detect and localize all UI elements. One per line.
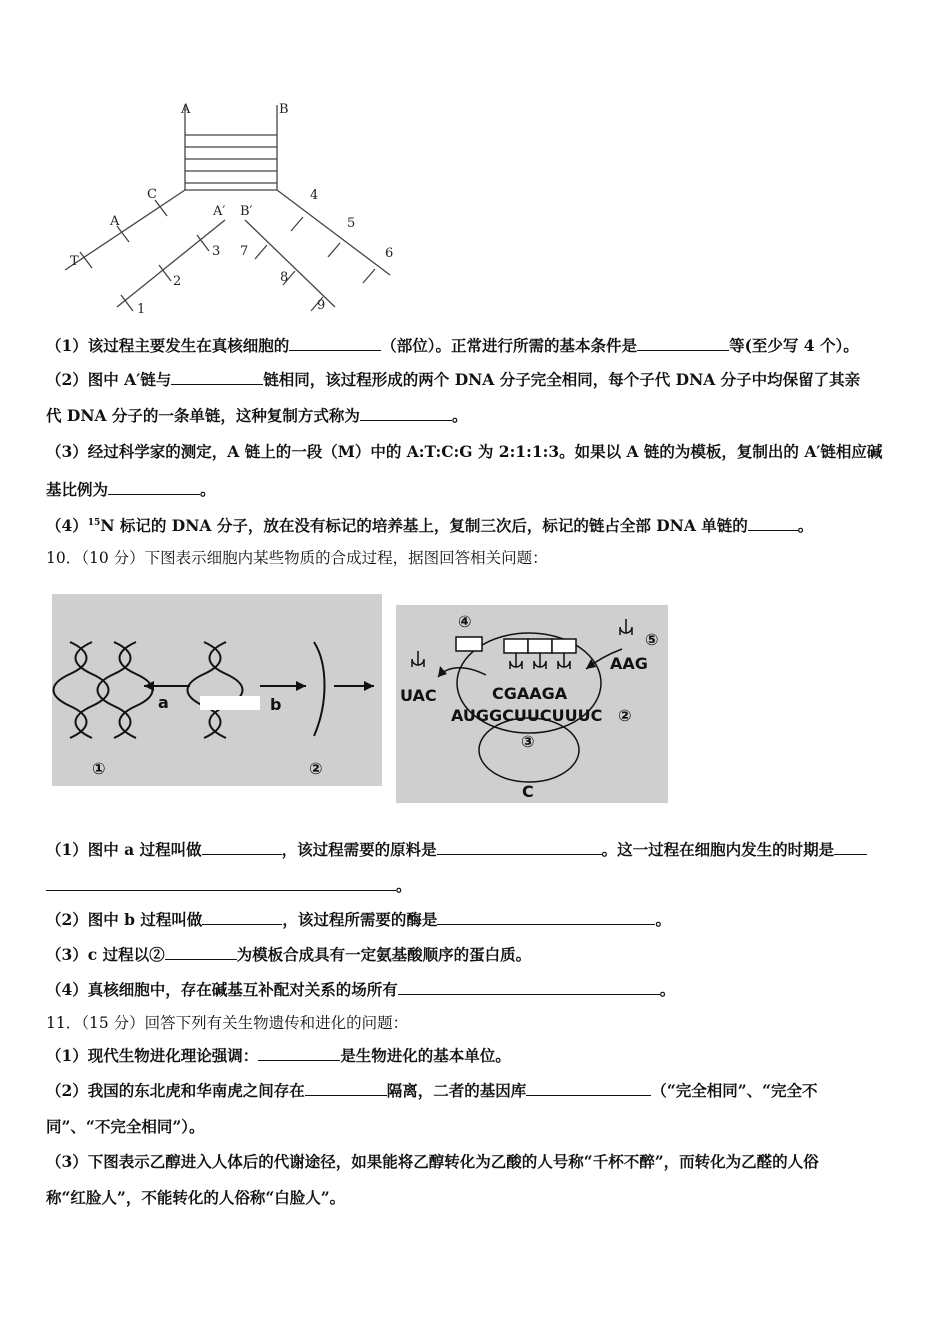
answer-blank[interactable] [637,336,729,351]
q11-part2: （2）我国的东北虎和华南虎之间存在 隔离，二者的基因库 （“完全相同”、“完全不 [46,1081,818,1100]
strand-label-a: A [181,102,191,117]
base-label: 2 [173,274,182,289]
answer-blank[interactable] [360,406,452,421]
strand-label-b-prime: B′ [240,204,253,219]
dna-replication-figure [55,95,415,325]
base-label: A [110,214,120,229]
base-label: 9 [317,298,326,313]
answer-blank[interactable] [171,370,263,385]
anticodon-right: AAG [610,654,648,673]
answer-blank[interactable] [437,840,602,855]
base-label: 5 [347,216,356,231]
q11-part2-cont: 同”、“不完全相同”）。 [46,1117,205,1136]
answer-blank[interactable] [108,480,200,495]
strand-label-a-prime: A′ [213,204,226,219]
answer-blank[interactable] [834,840,867,855]
base-label: 6 [385,246,394,261]
label-c: C [522,782,534,801]
q9-part2: （2）图中 A′链与 链相同，该过程形成的两个 DNA 分子完全相同，每个子代 DNA 分子中均保留了其亲 [46,370,861,389]
answer-blank[interactable] [398,980,660,995]
answer-blank[interactable] [748,516,798,531]
q11-part1: （1）现代生物进化理论强调： 是生物进化的基本单位。 [46,1046,511,1065]
q10-part4: （4）真核细胞中，存在碱基互补配对关系的场所有 。 [46,980,676,999]
q10-part3: （3）c 过程以② 为模板合成具有一定氨基酸顺序的蛋白质。 [46,945,532,964]
dna-label: ① [92,759,106,778]
q10-title: 10．（10 分）下图表示细胞内某些物质的合成过程，据图回答相关问题： [46,549,548,567]
process-a-label: a [158,693,169,712]
answer-blank[interactable] [258,1046,340,1061]
base-label: C [147,187,157,202]
mrna-sequence: AUGGCUUCUUUC [451,706,603,725]
q9-part3: （3）经过科学家的测定，A 链上的一段（M）中的 A:T:C:G 为 2:1:1:3。如果以 A 链的为模板，复制出的 A′链相应碱 [46,442,883,461]
q9-part2-cont: 代 DNA 分子的一条单链，这种复制方式称为 。 [46,406,468,425]
mrna-label: ② [309,759,323,778]
answer-blank[interactable] [202,910,282,925]
q9-part1: （1）该过程主要发生在真核细胞的 （部位）。正常进行所需的基本条件是 等(至少写 4 个）。 [46,336,859,355]
answer-blank[interactable] [305,1081,387,1096]
q9-part3-cont: 基比例为 。 [46,480,216,499]
q10-part1-cont: 。 [46,876,412,896]
answer-blank[interactable] [46,876,396,891]
answer-blank[interactable] [289,336,381,351]
base-label: 4 [310,188,319,203]
base-label: 3 [212,244,221,259]
answer-blank[interactable] [202,840,282,855]
transcription-figure [52,594,382,786]
strand-label-b: B [279,102,289,117]
answer-blank[interactable] [526,1081,651,1096]
label-2: ② [618,706,632,725]
base-label: T [70,254,79,269]
q10-part1: （1）图中 a 过程叫做 ，该过程需要的原料是 。这一过程在细胞内发生的时期是 [46,840,867,860]
q9-part4: $(4)^{15}N$ 标记的 DNA 分子，放在没有标记的培养基上，复制三次后，标记的链占全部 DNA 单链的 。 [46,516,814,536]
label-4: ④ [458,612,472,631]
translation-figure [396,605,668,803]
trna-bases: CGAAGA [492,684,568,703]
answer-blank[interactable] [165,945,237,960]
q11-part3-cont: 称“红脸人”，不能转化的人俗称“白脸人”。 [46,1188,346,1207]
base-label: 1 [137,302,146,317]
q10-part2: （2）图中 b 过程叫做 ，该过程所需要的酶是 。 [46,910,671,929]
process-b-label: b [270,695,282,714]
answer-blank[interactable] [437,910,655,925]
base-label: 7 [240,244,249,259]
q11-title: 11．（15 分）回答下列有关生物遗传和进化的问题： [46,1014,409,1032]
base-label: 8 [280,270,289,285]
anticodon-left: UAC [400,686,437,705]
label-3: ③ [521,732,535,751]
q11-part3: （3）下图表示乙醇进入人体后的代谢途径，如果能将乙醇转化为乙酸的人号称“千杯不醉”，而转化为乙醛的人俗 [46,1152,819,1171]
label-5: ⑤ [645,630,659,649]
